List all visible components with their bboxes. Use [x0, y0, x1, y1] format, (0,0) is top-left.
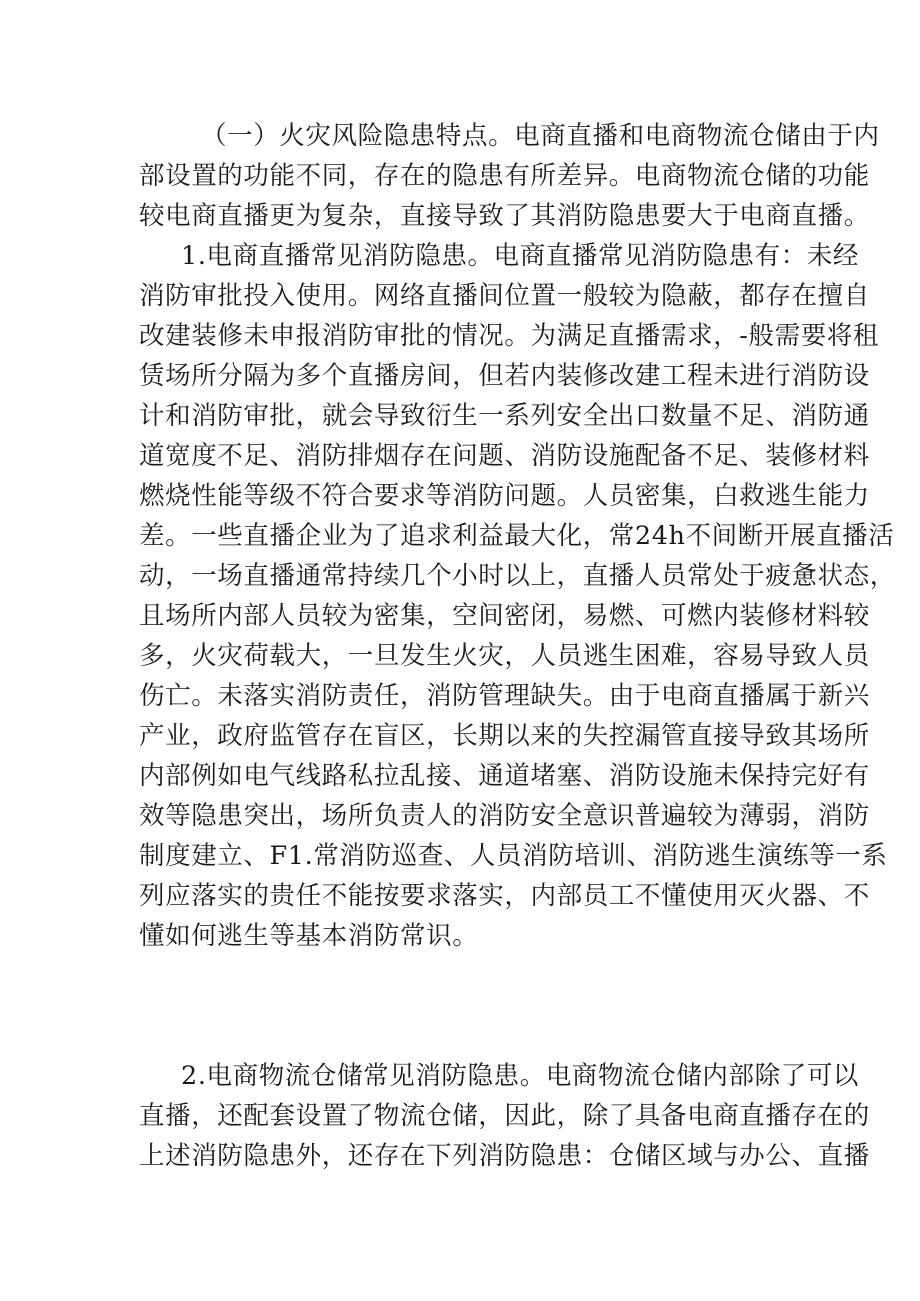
paragraph-line: 内部例如电气线路私拉乱接、通道堵塞、消防设施未保持完好有 — [139, 761, 870, 791]
paragraph-line: 伤亡。未落实消防责任，消防管理缺失。由于电商直播属于新兴 — [139, 681, 870, 711]
paragraph-line: 多，火灾荷载大，一旦发生火灾，人员逃生困难，容易导致人员 — [139, 641, 870, 671]
paragraph-line: 赁场所分隔为多个直播房间，但若内装修改建工程未进行消防设 — [139, 361, 870, 391]
paragraph-line: 效等隐患突出，场所负责人的消防安全意识普遍较为薄弱，消防 — [139, 801, 870, 831]
paragraph-line: 懂如何逃生等基本消防常识。 — [139, 921, 479, 951]
paragraph-line: 上述消防隐患外，还存在下列消防隐患：仓储区域与办公、直播 — [139, 1141, 870, 1171]
paragraph-line: 直播，还配套设置了物流仓储，因此，除了具备电商直播存在的 — [139, 1101, 870, 1131]
paragraph-line: 较电商直播更为复杂，直接导致了其消防隐患要大于电商直播。 — [139, 201, 870, 231]
paragraph-line: 改建装修未申报消防审批的情况。为满足直播需求，-般需要将租 — [139, 321, 880, 351]
paragraph-livestream-hazards — [139, 236, 896, 956]
paragraph-line: 产业，政府监管存在盲区，长期以来的失控漏管直接导致其场所 — [139, 721, 870, 751]
paragraph-line: 燃烧性能等级不符合要求等消防问题。人员密集，白救逃生能力 — [139, 481, 870, 511]
paragraph-line: （一）火灾风险隐患特点。电商直播和电商物流仓储由于内 — [201, 121, 880, 151]
paragraph-line: 部设置的功能不同，存在的隐患有所差异。电商物流仓储的功能 — [139, 161, 870, 191]
paragraph-line: 制度建立、F1.常消防巡查、人员消防培训、消防逃生演练等一系 — [139, 841, 888, 871]
paragraph-line: 计和消防审批，就会导致衍生一系列安全出口数量不足、消防通 — [139, 401, 870, 431]
paragraph-fire-risk-characteristics — [139, 116, 880, 236]
paragraph-line: 2.电商物流仓储常见消防隐患。电商物流仓储内部除了可以 — [181, 1061, 860, 1091]
paragraph-line: 差。一些直播企业为了追求利益最大化，常24h不间断开展直播活 — [139, 521, 895, 551]
paragraph-line: 且场所内部人员较为密集，空间密闭，易燃、可燃内装修材料较 — [139, 601, 870, 631]
paragraph-logistics-warehouse-hazards — [139, 1056, 870, 1176]
paragraph-line: 列应落实的贵任不能按要求落实，内部员工不懂使用灭火器、不 — [139, 881, 870, 911]
paragraph-line: 道宽度不足、消防排烟存在问题、消防设施配备不足、装修材料 — [139, 441, 870, 471]
paragraph-line: 动，一场直播通常持续几个小时以上，直播人员常处于疲惫状态， — [139, 561, 896, 591]
paragraph-line: 1.电商直播常见消防隐患。电商直播常见消防隐患有：未经 — [181, 241, 860, 271]
paragraph-line: 消防审批投入使用。网络直播间位置一般较为隐蔽，都存在擅自 — [139, 281, 870, 311]
